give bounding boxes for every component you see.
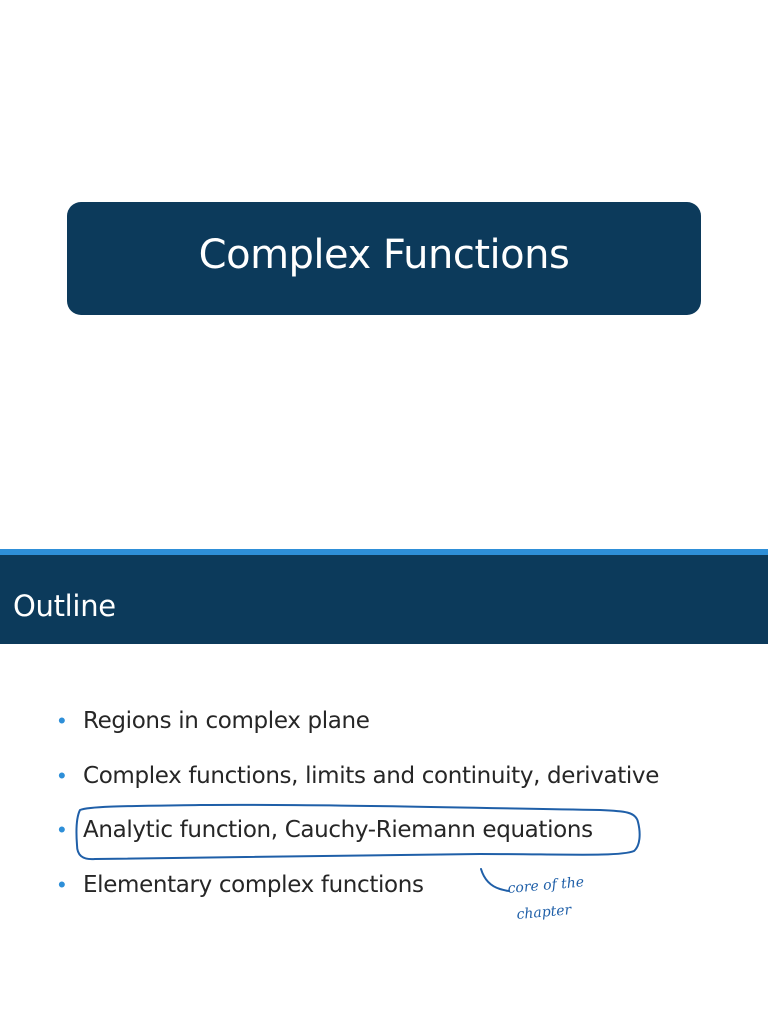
bullet-item — [58, 704, 659, 759]
outline-heading: Outline — [13, 589, 116, 623]
bullet-item — [58, 813, 659, 868]
bullet-item — [58, 759, 659, 814]
handwritten-note-line2: chapter — [515, 902, 572, 923]
bullet-item — [58, 868, 659, 923]
slide-title: Complex Functions — [198, 231, 570, 278]
bullet-text: Complex functions, limits and continuity, derivative — [83, 762, 659, 789]
bullet-text: Analytic function, Cauchy-Riemann equations — [83, 817, 593, 843]
bullet-icon: • — [58, 708, 66, 733]
bullet-icon: • — [58, 817, 66, 842]
bullet-icon: • — [58, 871, 66, 897]
bullet-text: Regions in complex plane — [83, 708, 370, 734]
handwritten-note-line1: core of the — [506, 874, 585, 897]
bullet-icon: • — [58, 762, 66, 788]
bullet-text: Elementary complex functions — [83, 871, 424, 898]
title-banner — [67, 202, 701, 315]
outline-bullet-list — [58, 704, 659, 922]
